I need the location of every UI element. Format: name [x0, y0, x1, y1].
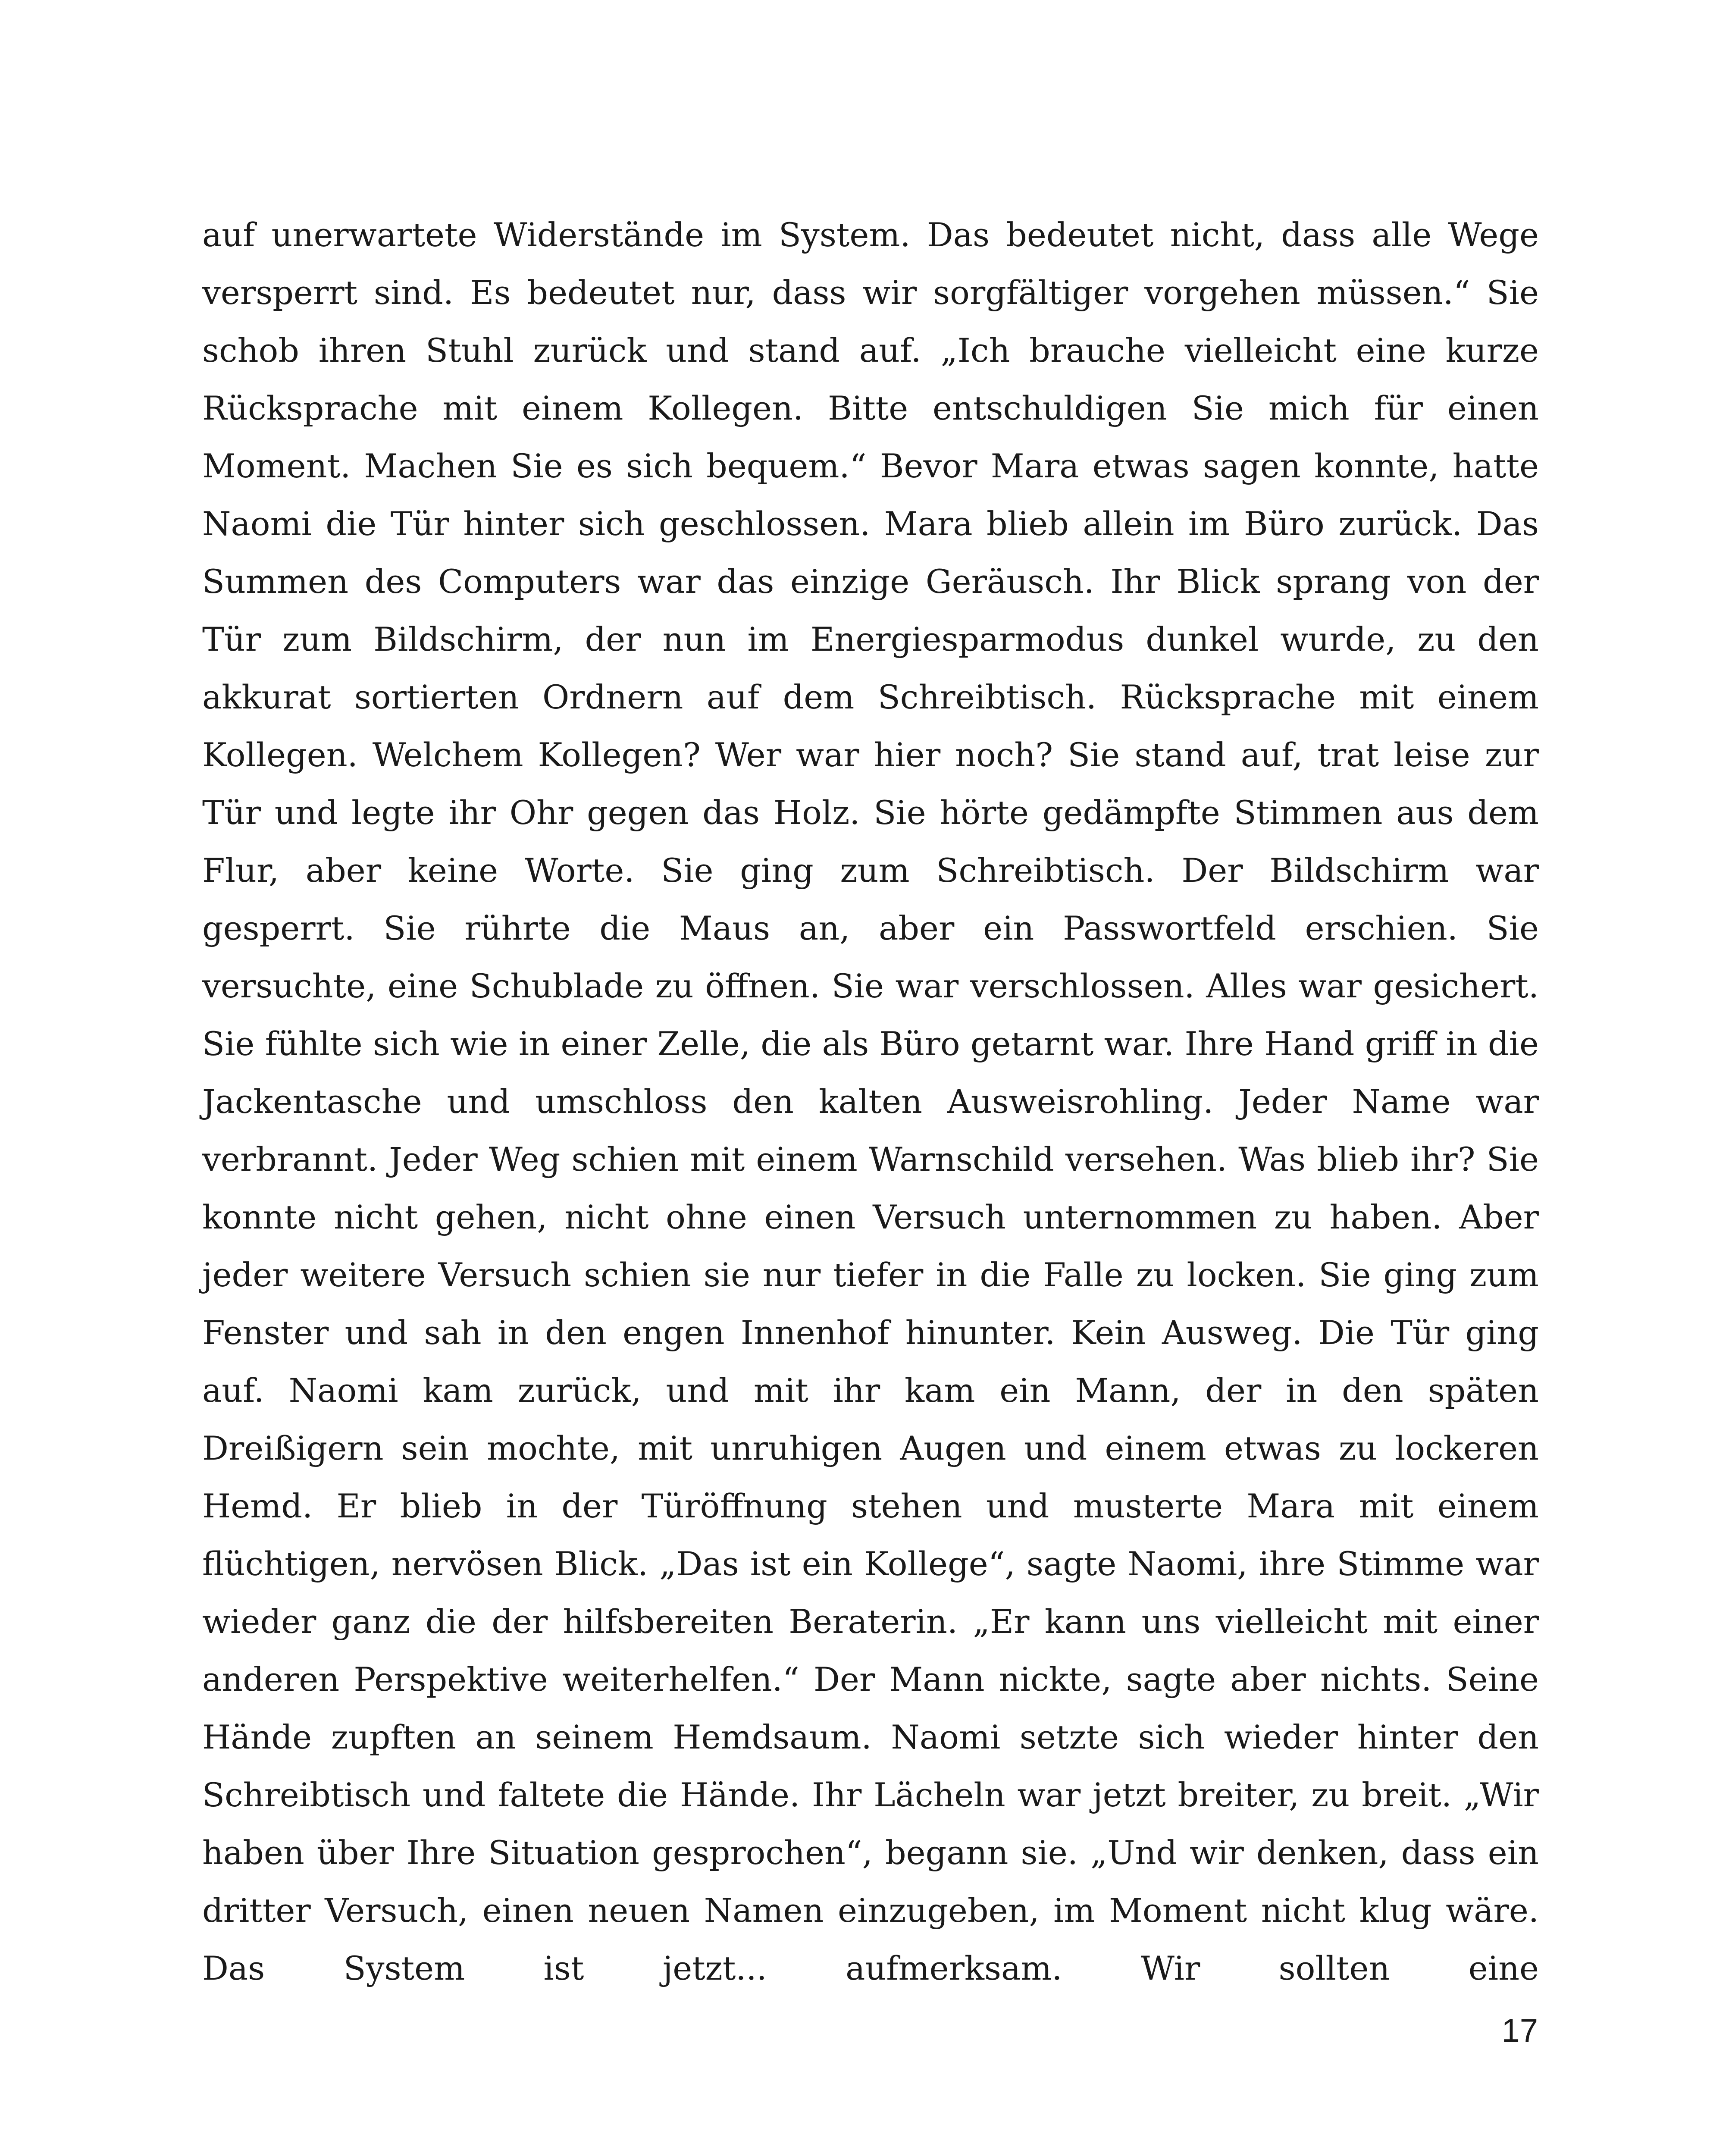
page-number: 17: [1501, 2012, 1538, 2049]
body-paragraph: auf unerwartete Widerstände im System. Das bedeutet nicht, dass alle Wege versperrt sind. Es bedeutet nur, dass wir sorgfältiger vorgehen müssen.“ Sie schob ihren Stuhl zurück und stand auf. „Ich brauche vielleicht eine kurze Rücksprache mit einem Kollegen. Bitte entschuldigen Sie mich für einen Moment. Machen Sie es sich bequem.“ Bevor Mara etwas sagen konnte, hatte Naomi die Tür hinter sich geschlossen. Mara blieb allein im Büro zurück. Das Summen des Computers war das einzige Geräusch. Ihr Blick sprang von der Tür zum Bildschirm, der nun im Energiesparmodus dunkel wurde, zu den akkurat sortierten Ordnern auf dem Schreibtisch. Rücksprache mit einem Kollegen. Welchem Kollegen? Wer war hier noch? Sie stand auf, trat leise zur Tür und legte ihr Ohr gegen das Holz. Sie hörte gedämpfte Stimmen aus dem Flur, aber keine Worte. Sie ging zum Schreibtisch. Der Bildschirm war gesperrt. Sie rührte die Maus an, aber ein Passwortfeld erschien. Sie versuchte, eine Schublade zu öffnen. Sie war verschlossen. Alles war gesichert. Sie fühlte sich wie in einer Zelle, die als Büro getarnt war. Ihre Hand griff in die Jackentasche und umschloss den kalten Ausweisrohling. Jeder Name war verbrannt. Jeder Weg schien mit einem Warnschild versehen. Was blieb ihr? Sie konnte nicht gehen, nicht ohne einen Versuch unternommen zu haben. Aber jeder weitere Versuch schien sie nur tiefer in die Falle zu locken. Sie ging zum Fenster und sah in den engen Innenhof hinunter. Kein Ausweg. Die Tür ging auf. Naomi kam zurück, und mit ihr kam ein Mann, der in den späten Dreißigern sein mochte, mit unruhigen Augen und einem etwas zu lockeren Hemd. Er blieb in der Türöffnung stehen und musterte Mara mit einem flüchtigen, nervösen Blick. „Das ist ein Kollege“, sagte Naomi, ihre Stimme war wieder ganz die der hilfsbereiten Beraterin. „Er kann uns vielleicht mit einer anderen Perspektive weiterhelfen.“ Der Mann nickte, sagte aber nichts. Seine Hände zupften an seinem Hemdsaum. Naomi setzte sich wieder hinter den Schreibtisch und faltete die Hände. Ihr Lächeln war jetzt breiter, zu breit. „Wir haben über Ihre Situation gesprochen“, begann sie. „Und wir denken, dass ein dritter Versuch, einen neuen Namen einzugeben, im Moment nicht klug wäre. Das System ist jetzt... aufmerksam. Wir sollten eine: [202, 216, 1539, 1987]
